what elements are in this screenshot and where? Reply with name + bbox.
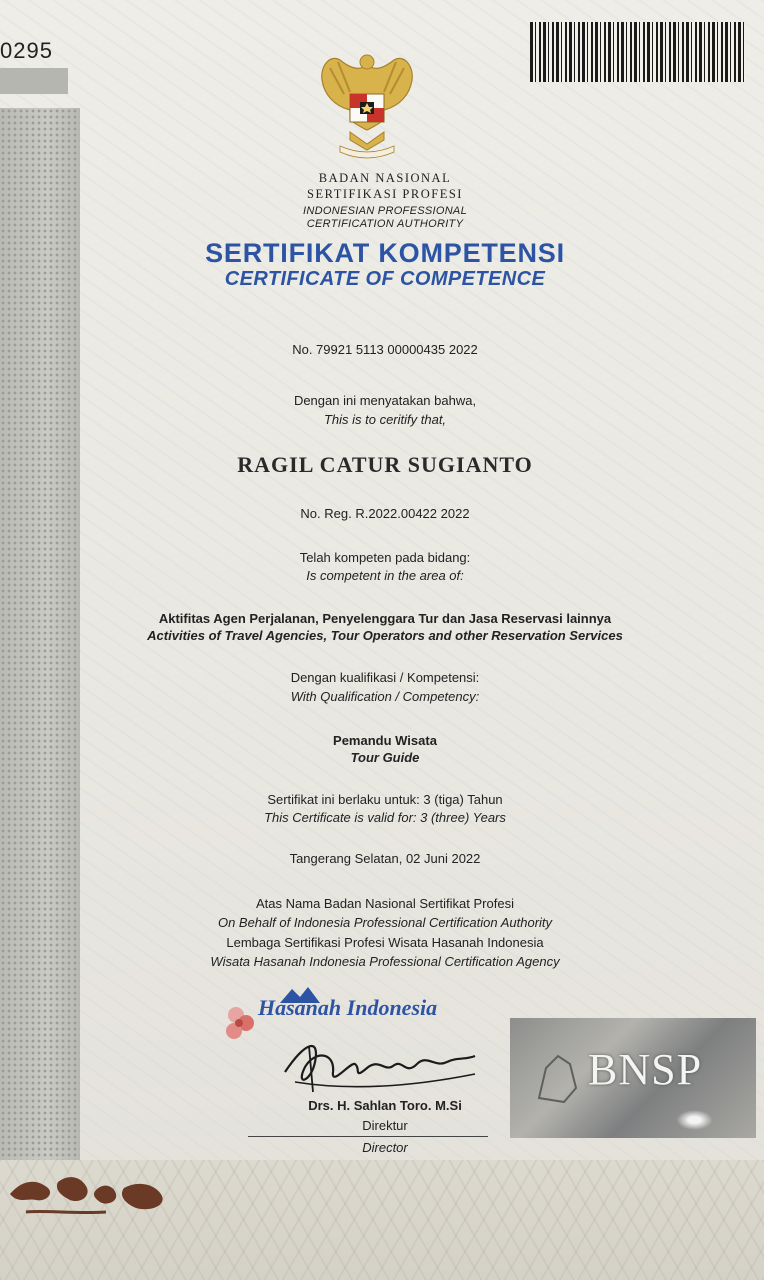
director-role-en: Director	[362, 1140, 408, 1155]
side-border-top	[0, 68, 68, 94]
certificate-number: No. 79921 5113 00000435 2022	[292, 342, 478, 357]
validity-id: Sertifikat ini berlaku untuk: 3 (tiga) Tahun	[267, 792, 503, 807]
agency-name-en	[80, 205, 690, 231]
indonesia-map-icon	[6, 1160, 166, 1230]
place-date: Tangerang Selatan, 02 Juni 2022	[289, 851, 481, 866]
certificate-title-en: CERTIFICATE OF COMPETENCE	[224, 268, 546, 290]
lsp-name-id: Lembaga Sertifikasi Profesi Wisata Hasanah Indonesia	[226, 935, 544, 950]
competent-label-en: Is competent in the area of:	[306, 568, 464, 583]
qualification-label-id: Dengan kualifikasi / Kompetensi:	[290, 670, 480, 685]
signature-rule	[248, 1136, 488, 1137]
serial-number: 0295	[0, 38, 53, 63]
qualification-id: Pemandu Wisata	[333, 733, 437, 748]
signature-icon	[275, 1032, 485, 1097]
qualification-label-en: With Qualification / Competency:	[290, 689, 480, 704]
competency-area-en: Activities of Travel Agencies, Tour Operators and other Reservation Services	[147, 628, 623, 643]
competency-area-id: Aktifitas Agen Perjalanan, Penyelenggara Tur dan Jasa Reservasi lainnya	[158, 611, 612, 626]
barcode	[530, 22, 745, 82]
declaration-id: Dengan ini menyatakan bahwa,	[293, 393, 477, 408]
agency-name-id-line1: BADAN NASIONAL	[318, 171, 452, 185]
security-border	[0, 108, 80, 1160]
holder-name: RAGIL CATUR SUGIANTO	[237, 452, 533, 477]
garuda-emblem-icon	[310, 50, 425, 165]
qualification-en: Tour Guide	[350, 750, 420, 765]
agency-name-en-line2: CERTIFICATION AUTHORITY	[306, 218, 464, 230]
hologram-map-icon	[534, 1048, 584, 1108]
lsp-name-en: Wisata Hasanah Indonesia Professional Certification Agency	[210, 954, 560, 969]
behalf-id: Atas Nama Badan Nasional Sertifikat Profesi	[256, 896, 514, 911]
behalf-en: On Behalf of Indonesia Professional Certification Authority	[217, 915, 553, 930]
lsp-logo-text: Hasanah Indonesia	[258, 995, 438, 1020]
director-name: Drs. H. Sahlan Toro. M.Si	[308, 1098, 462, 1113]
certificate-title-id: SERTIFIKAT KOMPETENSI	[205, 238, 565, 268]
declaration-en: This is to ceritify that,	[323, 412, 447, 427]
agency-name-id-line2: SERTIFIKASI PROFESI	[307, 187, 463, 201]
agency-name-id	[80, 170, 690, 202]
flower-icon	[222, 995, 262, 1055]
agency-name-en-line1: INDONESIAN PROFESSIONAL	[303, 205, 467, 217]
director-role-id: Direktur	[362, 1118, 408, 1133]
bnsp-hologram	[510, 1018, 756, 1138]
validity-en: This Certificate is valid for: 3 (three) Years	[264, 810, 506, 825]
competent-label-id: Telah kompeten pada bidang:	[299, 550, 471, 565]
registration-number: No. Reg. R.2022.00422 2022	[300, 506, 470, 521]
bnsp-hologram-text: BNSP	[588, 1045, 703, 1094]
